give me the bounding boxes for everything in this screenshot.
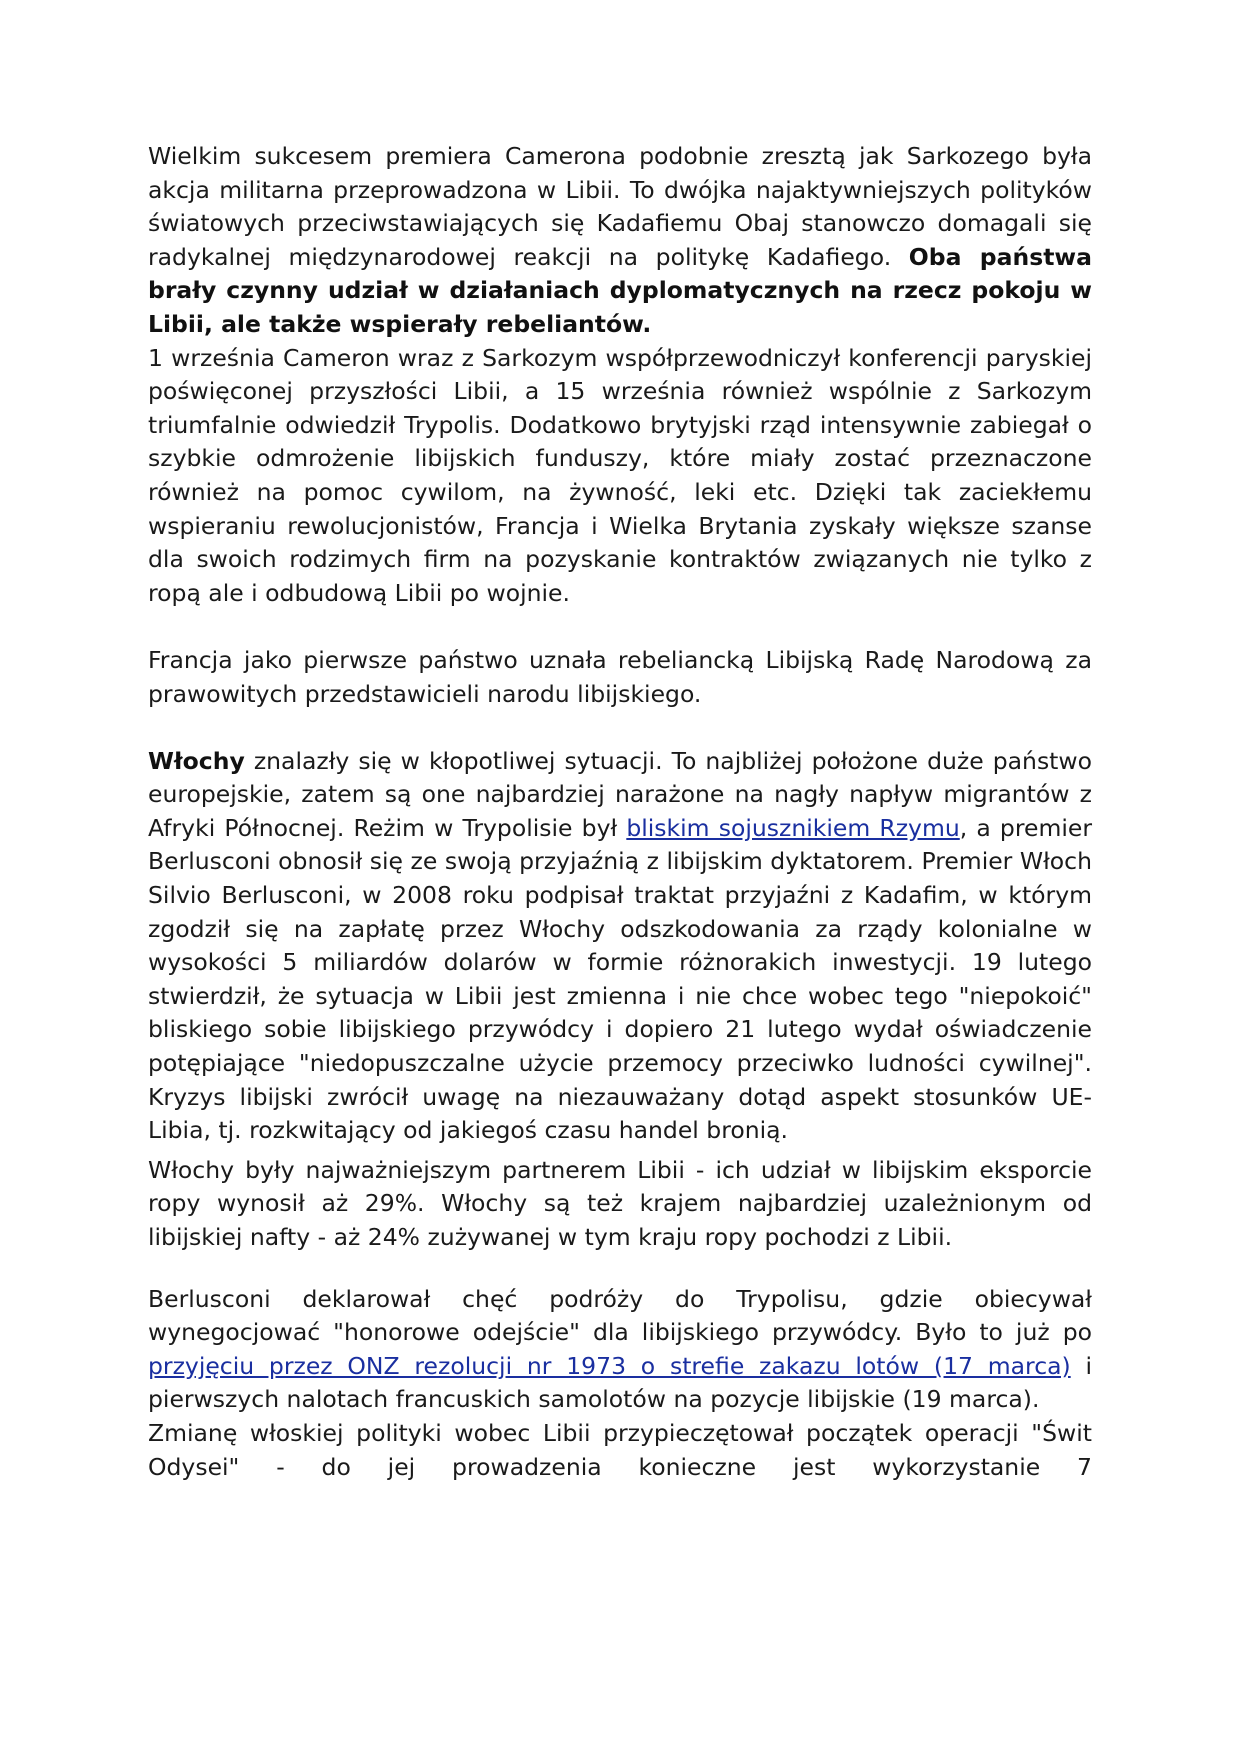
paragraph-spacer [148, 1255, 1092, 1283]
italy-bold-heading: Włochy [148, 746, 245, 775]
paragraph-text: , a premier Berlusconi obnosił się ze swoją przyjaźnią z libijskim dyktatorem. Premier Włoch Silvio Berlusconi, w 2008 roku podpisał traktat przyjaźni z Kadafim, w którym zgodził się na zapłatę przez Włochy odszkodowania za rządy kolonialne w wysokości 5 miliardów dolarów w formie różnorakich inwestycji. 19 lutego stwierdził, że sytuacja w Libii jest zmienna i nie chce wobec tego "niepokoić" bliskiego sobie libijskiego przywódcy i dopiero 21 lutego wydał oświadczenie potępiające "niedopuszczalne użycie przemocy przeciwko ludności cywilnej". Kryzys libijski zwrócił uwagę na niezauważany dotąd aspekt stosunków UE-Libia, tj. rozkwitający od jakiegoś czasu handel bronią. [148, 813, 1092, 1145]
paragraph-berlusconi-tripoli [148, 1283, 1092, 1417]
paragraph-odyssey-dawn: Zmianę włoskiej polityki wobec Libii przypieczętował początek operacji "Świt Odysei" - do jej prowadzenia konieczne jest wykorzystanie 7 [148, 1418, 1092, 1481]
link-close-ally-of-rome[interactable]: bliskim sojusznikiem Rzymu [626, 813, 960, 842]
paragraph-text: Berlusconi deklarował chęć podróży do Trypolisu, gdzie obiecywał wynegocjować "honorowe odejście" dla libijskiego przywódcy. Było to już po [148, 1284, 1092, 1347]
document-page [148, 140, 1092, 1484]
paragraph-spacer [148, 610, 1092, 644]
link-un-resolution-1973[interactable]: przyjęciu przez ONZ rezolucji nr 1973 o strefie zakazu lotów (17 marca) [148, 1351, 1071, 1380]
paragraph-italy-oil: Włochy były najważniejszym partnerem Libii - ich udział w libijskim eksporcie ropy wynosił aż 29%. Włochy są też krajem najbardziej uzależnionym od libijskiej nafty - aż 24% zużywanej w tym kraju ropy pochodzi z Libii. [148, 1155, 1092, 1251]
paragraph-france-recognition: Francja jako pierwsze państwo uznała rebeliancką Libijską Radę Narodową za prawowitych przedstawicieli narodu libijskiego. [148, 645, 1092, 708]
paragraph-cameron-sarkozy [148, 140, 1092, 342]
paragraph-text: Wielkim sukcesem premiera Camerona podobnie zresztą jak Sarkozego była akcja militarna przeprowadzona w Libii. To dwójka najaktywniejszych polityków światowych przeciwstawiających się Kadafiemu Obaj stanowczo domagali się radykalnej międzynarodowej reakcji na politykę Kadafiego. [148, 142, 1092, 271]
paragraph-italy [148, 745, 1092, 1148]
paragraph-paris-conference: 1 września Cameron wraz z Sarkozym współprzewodniczył konferencji paryskiej poświęconej przyszłości Libii, a 15 września również wspólnie z Sarkozym triumfalnie odwiedził Trypolis. Dodatkowo brytyjski rząd intensywnie zabiegał o szybkie odmrożenie libijskich funduszy, które miały zostać przeznaczone również na pomoc cywilom, na żywność, leki etc. Dzięki tak zaciekłemu wspieraniu rewolucjonistów, Francja i Wielka Brytania zyskały większe szanse dla swoich rodzimych firm na pozyskanie kontraktów związanych nie tylko z ropą ale i odbudową Libii po wojnie. [148, 343, 1092, 607]
paragraph-spacer [148, 711, 1092, 745]
paragraph-text: i pierwszych nalotach francuskich samolotów na pozycje libijskie (19 marca). [148, 1351, 1092, 1414]
bold-statement: Oba państwa brały czynny udział w działaniach dyplomatycznych na rzecz pokoju w Libii, ale także wspierały rebeliantów. [148, 242, 1092, 338]
paragraph-text: znalazły się w kłopotliwej sytuacji. To najbliżej położone duże państwo europejskie, zatem są one najbardziej narażone na nagły napływ migrantów z Afryki Północnej. Reżim w Trypolisie był [148, 746, 1092, 842]
